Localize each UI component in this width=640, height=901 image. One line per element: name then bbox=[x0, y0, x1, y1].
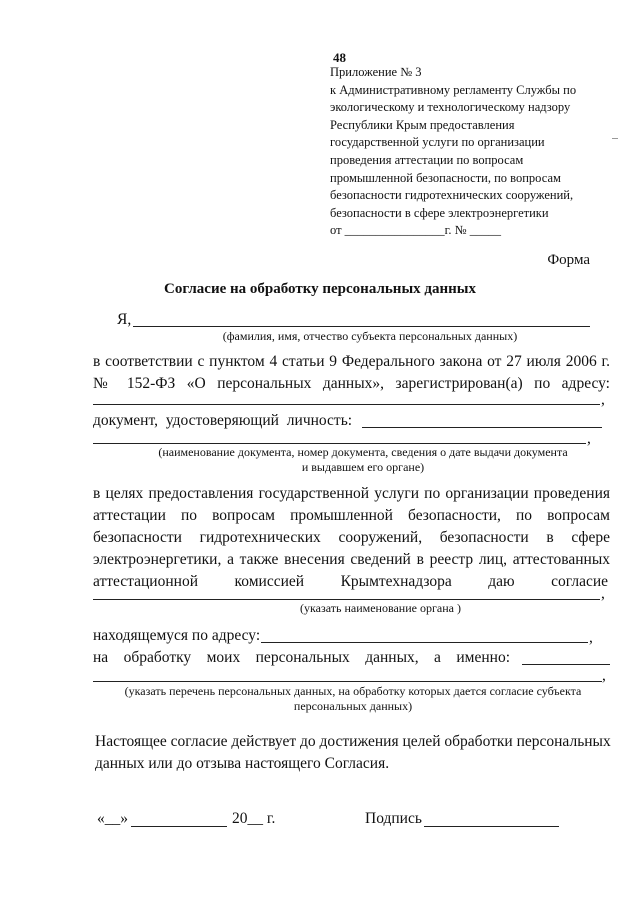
appendix-line: промышленной безопасности, по вопросам bbox=[330, 170, 561, 185]
law-line: в соответствии с пунктом 4 статьи 9 Федерального закона от 27 июля 2006 г. bbox=[93, 353, 610, 370]
appendix-line: экологическому и технологическому надзору bbox=[330, 100, 571, 115]
document-caption-line: (наименование документа, номер документа, сведения о дате выдачи документа bbox=[158, 445, 568, 459]
document-caption-line: и выдавшем его органе) bbox=[301, 460, 425, 474]
list-caption bbox=[93, 684, 613, 714]
appendix-line: Республики Крым предоставления bbox=[330, 117, 515, 132]
comma: , bbox=[587, 430, 591, 447]
appendix-line: от ________________г. № _____ bbox=[330, 223, 501, 238]
document-label: документ, удостоверяющий личность: bbox=[93, 412, 353, 429]
purpose-line: аттестации по вопросам промышленной безопасности, по вопросам bbox=[93, 507, 610, 524]
signature-line[interactable] bbox=[424, 826, 559, 827]
purpose-line: электроэнергетики, а также внесения сведений в реестр лиц, аттестованных bbox=[93, 551, 610, 568]
purpose-line: в целях предоставления государственной услуги по организации проведения bbox=[93, 485, 610, 502]
comma: , bbox=[602, 667, 606, 684]
address-blank-line[interactable] bbox=[93, 404, 600, 405]
address-line[interactable] bbox=[261, 642, 588, 643]
purpose-line: аттестационной комиссией Крымтехнадзора даю согласие bbox=[93, 573, 608, 590]
validity-line: данных или до отзыва настоящего Согласия. bbox=[95, 755, 390, 772]
address-label: находящемуся по адресу: bbox=[93, 627, 261, 644]
date-day: «__» bbox=[97, 810, 128, 827]
comma: , bbox=[601, 585, 605, 602]
subject-prefix: Я, bbox=[117, 311, 132, 328]
list-line[interactable] bbox=[93, 681, 602, 682]
appendix-line: проведения аттестации по вопросам bbox=[330, 152, 524, 167]
purpose-line: безопасности гидротехнических сооружений, безопасности в сфере bbox=[93, 529, 610, 546]
appendix-line: безопасности в сфере электроэнергетики bbox=[330, 205, 549, 220]
document-line[interactable] bbox=[362, 427, 602, 428]
list-caption-line: персональных данных) bbox=[293, 699, 413, 713]
appendix-block bbox=[330, 64, 630, 240]
page-number: 48 bbox=[333, 50, 346, 65]
validity-line: Настоящее согласие действует до достижения целей обработки персональных bbox=[95, 733, 611, 750]
organ-caption: (указать наименование органа ) bbox=[300, 601, 461, 615]
subject-name-line[interactable] bbox=[133, 326, 590, 327]
document-caption bbox=[93, 445, 633, 475]
appendix-line: к Административному регламенту Службы по bbox=[330, 82, 577, 97]
comma: , bbox=[589, 629, 593, 646]
date-year: 20__ г. bbox=[232, 810, 276, 827]
organ-line[interactable] bbox=[93, 599, 600, 600]
appendix-line: государственной услуги по организации bbox=[330, 135, 545, 150]
form-label: Форма bbox=[547, 252, 590, 268]
list-caption-line: (указать перечень персональных данных, на обработку которых дается согласие субъекта bbox=[124, 684, 582, 698]
comma: , bbox=[601, 391, 605, 408]
margin-mark bbox=[612, 138, 618, 139]
appendix-line: безопасности гидротехнических сооружений, bbox=[330, 188, 574, 203]
processing-line: на обработку моих персональных данных, а именно: bbox=[93, 649, 510, 666]
document-line-2[interactable] bbox=[93, 443, 586, 444]
appendix-line: Приложение № 3 bbox=[330, 65, 422, 79]
date-month-line[interactable] bbox=[131, 826, 227, 827]
law-line: № 152-ФЗ «О персональных данных», зарегистрирован(а) по адресу: bbox=[93, 375, 610, 392]
signature-label: Подпись bbox=[365, 810, 422, 827]
validity-paragraph bbox=[95, 731, 611, 775]
processing-line-blank[interactable] bbox=[522, 664, 610, 665]
subject-caption: (фамилия, имя, отчество субъекта персональных данных) bbox=[222, 329, 518, 343]
document-title: Согласие на обработку персональных данных bbox=[163, 281, 476, 297]
